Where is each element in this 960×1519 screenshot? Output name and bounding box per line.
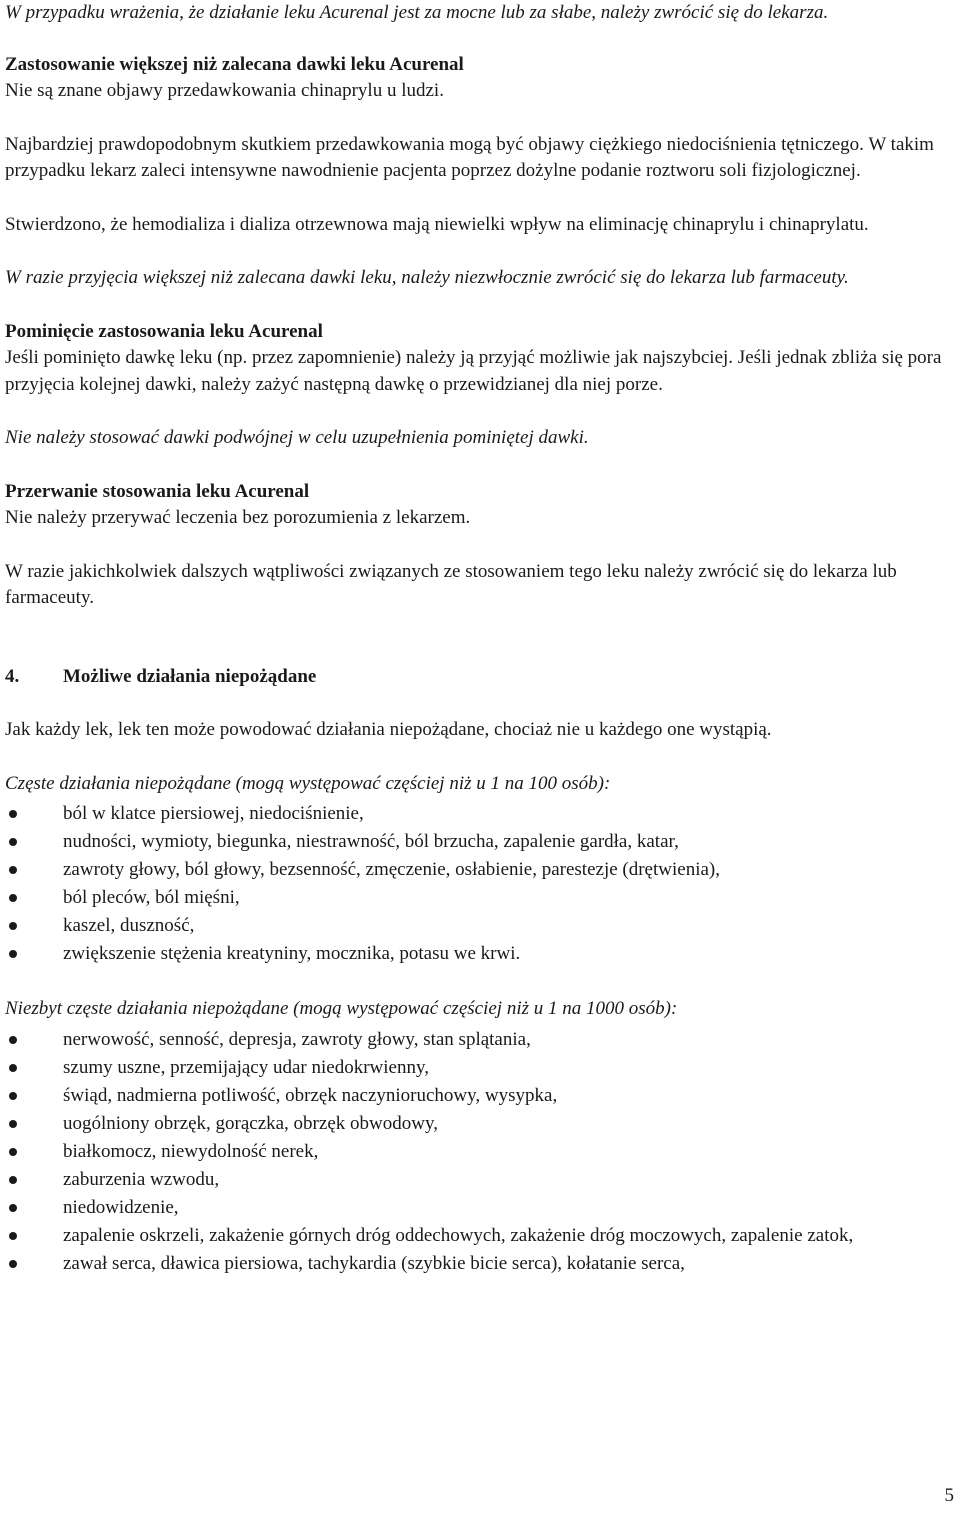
intro-paragraph: W przypadku wrażenia, że działanie leku Acurenal jest za mocne lub za słabe, należy zwrócić się do lekarza. [5, 2, 829, 23]
list-item: szumy uszne, przemijający udar niedokrwienny, [5, 1055, 953, 1082]
page-number: 5 [944, 1485, 954, 1506]
side-effects-intro: Jak każdy lek, lek ten może powodować działania niepożądane, chociaż nie u każdego one wystąpią. [5, 719, 772, 740]
list-item: zwiększenie stężenia kreatyniny, mocznika, potasu we krwi. [5, 941, 953, 968]
missed-dose-paragraph-1: Jeśli pominięto dawkę leku (np. przez zapomnienie) należy ją przyjąć możliwie jak najszybciej. Jeśli jednak zbliża się pora przyjęcia kolejnej dawki, należy zażyć następną dawkę o przewidzianej dla niej porze. [5, 347, 942, 395]
list-item: zaburzenia wzwodu, [5, 1167, 953, 1194]
list-item: zawroty głowy, ból głowy, bezsenność, zmęczenie, osłabienie, parestezje (drętwienia), [5, 857, 953, 884]
missed-dose-paragraph-2: Nie należy stosować dawki podwójnej w celu uzupełnienia pominiętej dawki. [5, 427, 589, 448]
list-item: zapalenie oskrzeli, zakażenie górnych dróg oddechowych, zakażenie dróg moczowych, zapalenie zatok, [5, 1223, 953, 1250]
document-page [5, 0, 953, 1279]
overdose-paragraph-2: Najbardziej prawdopodobnym skutkiem przedawkowania mogą być objawy ciężkiego niedociśnienia tętniczego. W takim przypadku lekarz zaleci intensywne nawodnienie pacjenta poprzez dożylne podanie roztworu soli fizjologicznej. [5, 133, 934, 181]
stopping-heading: Przerwanie stosowania leku Acurenal [5, 480, 310, 502]
common-effects-heading: Częste działania niepożądane (mogą występować częściej niż u 1 na 100 osób): [5, 772, 611, 794]
list-item: nerwowość, senność, depresja, zawroty głowy, stan splątania, [5, 1027, 953, 1054]
list-item: świąd, nadmierna potliwość, obrzęk naczynioruchowy, wysypka, [5, 1083, 953, 1110]
list-item: ból w klatce piersiowej, niedociśnienie, [5, 801, 953, 828]
section-title: Możliwe działania niepożądane [63, 665, 317, 687]
overdose-paragraph-3: Stwierdzono, że hemodializa i dializa otrzewnowa mają niewielki wpływ na eliminację chinaprylu i chinaprylatu. [5, 213, 869, 235]
list-item: kaszel, duszność, [5, 913, 953, 940]
missed-dose-heading: Pominięcie zastosowania leku Acurenal [5, 320, 323, 342]
section-4-heading [5, 664, 953, 691]
list-item: uogólniony obrzęk, gorączka, obrzęk obwodowy, [5, 1111, 953, 1138]
overdose-paragraph-4: W razie przyjęcia większej niż zalecana dawki leku, należy niezwłocznie zwrócić się do lekarza lub farmaceuty. [5, 267, 849, 288]
list-item: ból pleców, ból mięśni, [5, 885, 953, 912]
common-effects-list [5, 801, 953, 968]
list-item: nudności, wymioty, biegunka, niestrawność, ból brzucha, zapalenie gardła, katar, [5, 829, 953, 856]
stopping-paragraph-2: W razie jakichkolwiek dalszych wątpliwości związanych ze stosowaniem tego leku należy zwrócić się do lekarza lub farmaceuty. [5, 560, 897, 608]
list-item: białkomocz, niewydolność nerek, [5, 1139, 953, 1166]
overdose-paragraph-1: Nie są znane objawy przedawkowania chinaprylu u ludzi. [5, 80, 444, 101]
uncommon-effects-heading: Niezbyt częste działania niepożądane (mogą występować częściej niż u 1 na 1000 osób): [5, 998, 678, 1019]
stopping-paragraph-1: Nie należy przerywać leczenia bez porozumienia z lekarzem. [5, 507, 471, 528]
list-item: niedowidzenie, [5, 1195, 953, 1222]
list-item: zawał serca, dławica piersiowa, tachykardia (szybkie bicie serca), kołatanie serca, [5, 1251, 953, 1278]
uncommon-effects-list [5, 1027, 953, 1278]
overdose-heading: Zastosowanie większej niż zalecana dawki leku Acurenal [5, 53, 464, 75]
section-number: 4. [5, 665, 20, 687]
